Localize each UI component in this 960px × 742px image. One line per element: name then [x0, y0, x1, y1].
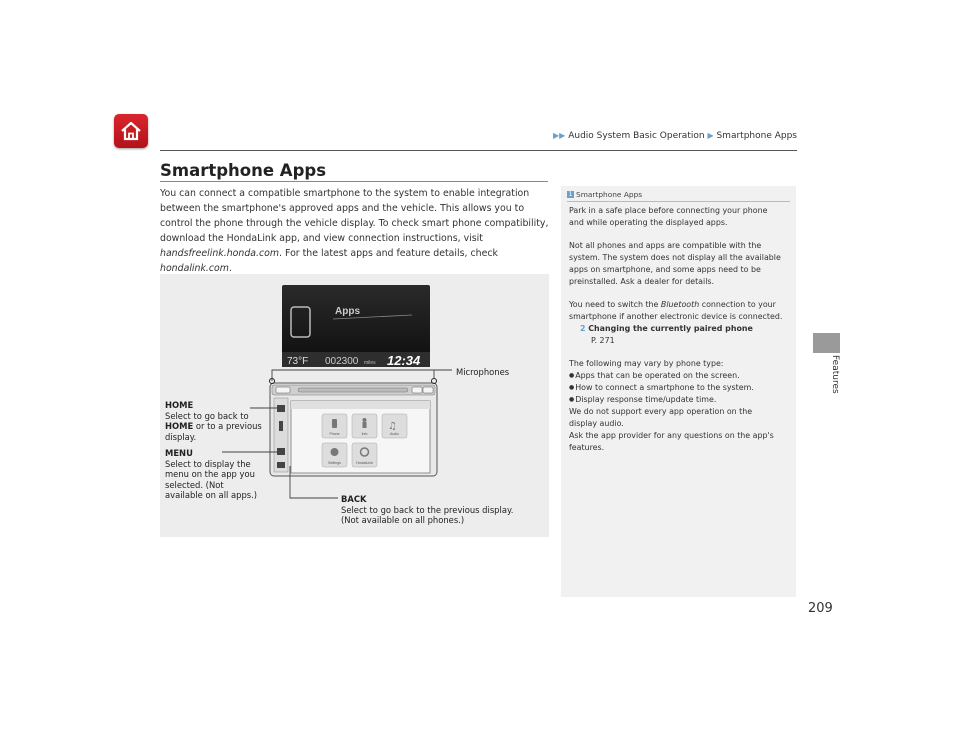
note-text: You need to switch the: [569, 300, 661, 309]
home-callout-text: Select to go back to: [165, 410, 249, 421]
note-line: Ask the app provider for any questions on the app's: [569, 431, 774, 440]
menu-callout-text: menu on the app you: [165, 469, 255, 479]
note-marker-icon: 1: [568, 191, 573, 198]
back-callout-text: (Not available on all phones.): [341, 515, 465, 525]
disc-slot: [298, 388, 408, 392]
menu-callout-text: available on all apps.): [165, 490, 258, 500]
home-callout-text: display.: [165, 431, 197, 442]
note-line: [569, 299, 791, 311]
note-line: apps on smartphone, and some apps need to be: [569, 265, 761, 274]
note-line: features.: [569, 443, 605, 452]
section-tab[interactable]: [813, 333, 840, 353]
app-label-audio: Audio: [390, 432, 399, 436]
note-bullet: ● How to connect a smartphone to the system.: [569, 382, 791, 394]
back-hard-button: [277, 462, 285, 468]
back-callout-title: BACK: [341, 494, 367, 504]
microphones-label: [456, 367, 509, 378]
home-callout-bold: HOME: [165, 421, 194, 431]
note-text: connection to your: [699, 300, 776, 309]
note-line: Not all phones and apps are compatible with the: [569, 241, 762, 250]
side-note: [561, 186, 796, 597]
intro-text: . For the latest apps and feature details, check: [279, 248, 498, 259]
temperature-readout: 73°F: [287, 356, 309, 367]
title-divider: [160, 181, 548, 182]
xref-title: Changing the currently paired phone: [588, 324, 753, 333]
breadcrumb: [553, 131, 797, 141]
breadcrumb-arrow-icon: ▶▶: [553, 131, 566, 140]
note-line: Park in a safe place before connecting your phone: [569, 206, 768, 215]
note-line: and while operating the displayed apps.: [569, 218, 728, 227]
home-icon: [119, 119, 143, 143]
microphones-text: Microphones: [456, 367, 510, 377]
breadcrumb-arrow-icon: ▶: [707, 131, 714, 140]
note-bullet: ● Apps that can be operated on the screen.: [569, 370, 791, 382]
breadcrumb-item[interactable]: Smartphone Apps: [716, 131, 797, 141]
side-note-body: [569, 205, 791, 454]
intro-text: .: [228, 263, 232, 274]
note-line: preinstalled. Ask a dealer for details.: [569, 277, 715, 286]
note-bullet: ● Display response time/update time.: [569, 394, 791, 406]
section-tab-label: Features: [830, 355, 840, 394]
xref-arrow-icon: 2: [580, 324, 586, 333]
home-hard-button: [277, 405, 285, 412]
note-line: system. The system does not display all the available: [569, 253, 781, 262]
display-audio-figure: [160, 274, 549, 537]
home-callout: [165, 400, 275, 442]
breadcrumb-item[interactable]: Audio System Basic Operation: [568, 131, 705, 141]
note-line: smartphone if another electronic device is connected.: [569, 312, 783, 321]
note-line: display audio.: [569, 419, 624, 428]
xref-page[interactable]: P. 271: [591, 336, 615, 345]
power-button: [276, 387, 290, 393]
menu-callout-text: Select to display the: [165, 458, 251, 469]
intro-paragraph: [160, 186, 555, 276]
app-label-phone: Phone: [329, 432, 340, 436]
menu-callout-text: selected. (Not: [165, 479, 224, 490]
page-number: 209: [808, 601, 833, 616]
header-divider: [160, 150, 797, 151]
menu-callout: [165, 448, 275, 501]
back-callout-text: Select to go back to the previous display.: [341, 504, 514, 515]
app-label-settings: Settings: [328, 461, 341, 465]
home-button[interactable]: [114, 114, 148, 148]
odometer-readout: 002300: [325, 356, 359, 367]
note-line: We do not support every app operation on the: [569, 407, 753, 416]
app-label-hondalink: HondaLink: [356, 461, 373, 465]
section-tab-label-wrap: [826, 355, 840, 395]
menu-callout-title: MENU: [165, 448, 193, 458]
home-callout-text: or to a previous: [193, 421, 262, 431]
intro-text: You can connect a compatible smartphone to the system to enable integration between the smartphone's approved apps and the vehicle. This allows you to control the phone through the vehicle display. To check smart phone compatibility, download the HondaLink app, and view connection instructions, visit: [160, 188, 549, 244]
link-hondalink[interactable]: hondalink.com: [160, 263, 229, 274]
side-note-title: Smartphone Apps: [576, 190, 643, 199]
menu-hard-button: [277, 448, 285, 455]
cross-reference-link[interactable]: [569, 323, 791, 335]
note-line: The following may vary by phone type:: [569, 359, 724, 368]
clock-readout: 12:34: [387, 353, 421, 368]
note-italic: Bluetooth: [660, 300, 700, 309]
page-title: Smartphone Apps: [160, 161, 327, 180]
home-callout-title: HOME: [165, 400, 194, 410]
odometer-unit: miles: [364, 360, 376, 366]
svg-text:♫: ♫: [388, 421, 397, 432]
link-handsfreelink[interactable]: handsfreelink.honda.com: [160, 248, 280, 259]
meter-screen-title: Apps: [335, 306, 360, 317]
app-label-info: Info: [361, 432, 368, 436]
back-callout: [341, 494, 546, 526]
side-note-heading: [567, 190, 790, 202]
